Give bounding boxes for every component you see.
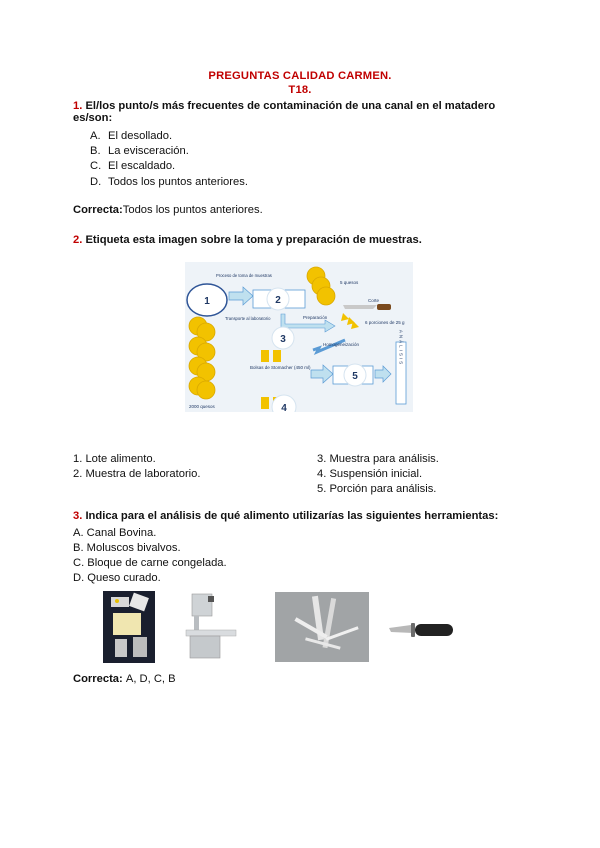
- question-text: El/los punto/s más frecuentes de contaminación de una canal en el matadero: [85, 100, 496, 112]
- label-item: 1. Lote alimento.: [73, 453, 156, 465]
- option-c: C. El escaldado.: [90, 160, 176, 173]
- label-item: 2. Muestra de laboratorio.: [73, 468, 201, 480]
- label-corte: Corte: [368, 298, 380, 303]
- option-b: B. La evisceración.: [90, 145, 189, 158]
- q2-labels-left: [73, 452, 200, 482]
- diagram-background: [185, 262, 413, 412]
- label-transporte: Transporte al laboratorio: [225, 316, 271, 321]
- q3-options: [73, 526, 227, 586]
- node-4-label: 4: [281, 403, 287, 412]
- answer-label: Correcta:: [73, 673, 123, 685]
- label-item: 4. Suspensión inicial.: [317, 468, 423, 480]
- question-text: Indica para el análisis de qué alimento utilizarías las siguientes herramientas:: [85, 510, 499, 522]
- question-text-continued: es/son:: [73, 112, 113, 124]
- answer-label: Correcta:: [73, 204, 123, 216]
- option-c: C. Bloque de carne congelada.: [73, 557, 227, 569]
- label-porciones: 6 porciones de 25 g: [365, 320, 405, 325]
- q1-answer: [73, 204, 263, 216]
- label-preparacion: Preparación: [303, 315, 328, 320]
- option-d: D. Todos los puntos anteriores.: [90, 175, 248, 188]
- label-2000: 2000 quesos: [189, 404, 215, 409]
- sampling-diagram: [185, 262, 413, 412]
- sampling-kit-image: [103, 591, 155, 663]
- label-bolsa: Bolsas de Stomacher (450 ml): [250, 365, 311, 370]
- q2-labels-right: [317, 452, 439, 497]
- question-2: [73, 234, 422, 246]
- label-homogeneizacion: Homogeneización: [323, 342, 360, 347]
- bandsaw-image: [182, 592, 240, 662]
- node-1-label: 1: [204, 296, 210, 307]
- node-5-label: 5: [352, 371, 358, 382]
- label-analisis: ANÁLISIS: [398, 329, 404, 367]
- label-item: 3. Muestra para análisis.: [317, 453, 439, 465]
- option-b: B. Moluscos bivalvos.: [73, 542, 181, 554]
- option-d: D. Queso curado.: [73, 572, 161, 584]
- question-1: [73, 100, 529, 124]
- question-text: Etiqueta esta imagen sobre la toma y preparación de muestras.: [85, 234, 422, 246]
- question-number: 2.: [73, 234, 83, 246]
- answer-text: Todos los puntos anteriores.: [122, 204, 263, 216]
- page-title: PREGUNTAS CALIDAD CARMEN.: [208, 70, 392, 82]
- core-borer-tools-image: [275, 592, 369, 662]
- option-a: A. Canal Bovina.: [73, 527, 157, 539]
- q3-answer: [73, 673, 176, 685]
- oyster-knife-image: [385, 615, 455, 645]
- question-number: 1.: [73, 100, 83, 112]
- page-subtitle: T18.: [288, 84, 312, 96]
- q1-options: [90, 129, 248, 190]
- question-number: 3.: [73, 510, 83, 522]
- question-3: [73, 510, 498, 522]
- node-3-label: 3: [280, 334, 286, 345]
- node-2-label: 2: [275, 295, 281, 306]
- answer-text: A, D, C, B: [125, 673, 176, 685]
- label-equesos: 5 quesos: [340, 280, 359, 285]
- label-item: 5. Porción para análisis.: [317, 483, 437, 495]
- option-a: A. El desollado.: [90, 130, 173, 142]
- label-proceso: Proceso de toma de muestras: [216, 273, 272, 278]
